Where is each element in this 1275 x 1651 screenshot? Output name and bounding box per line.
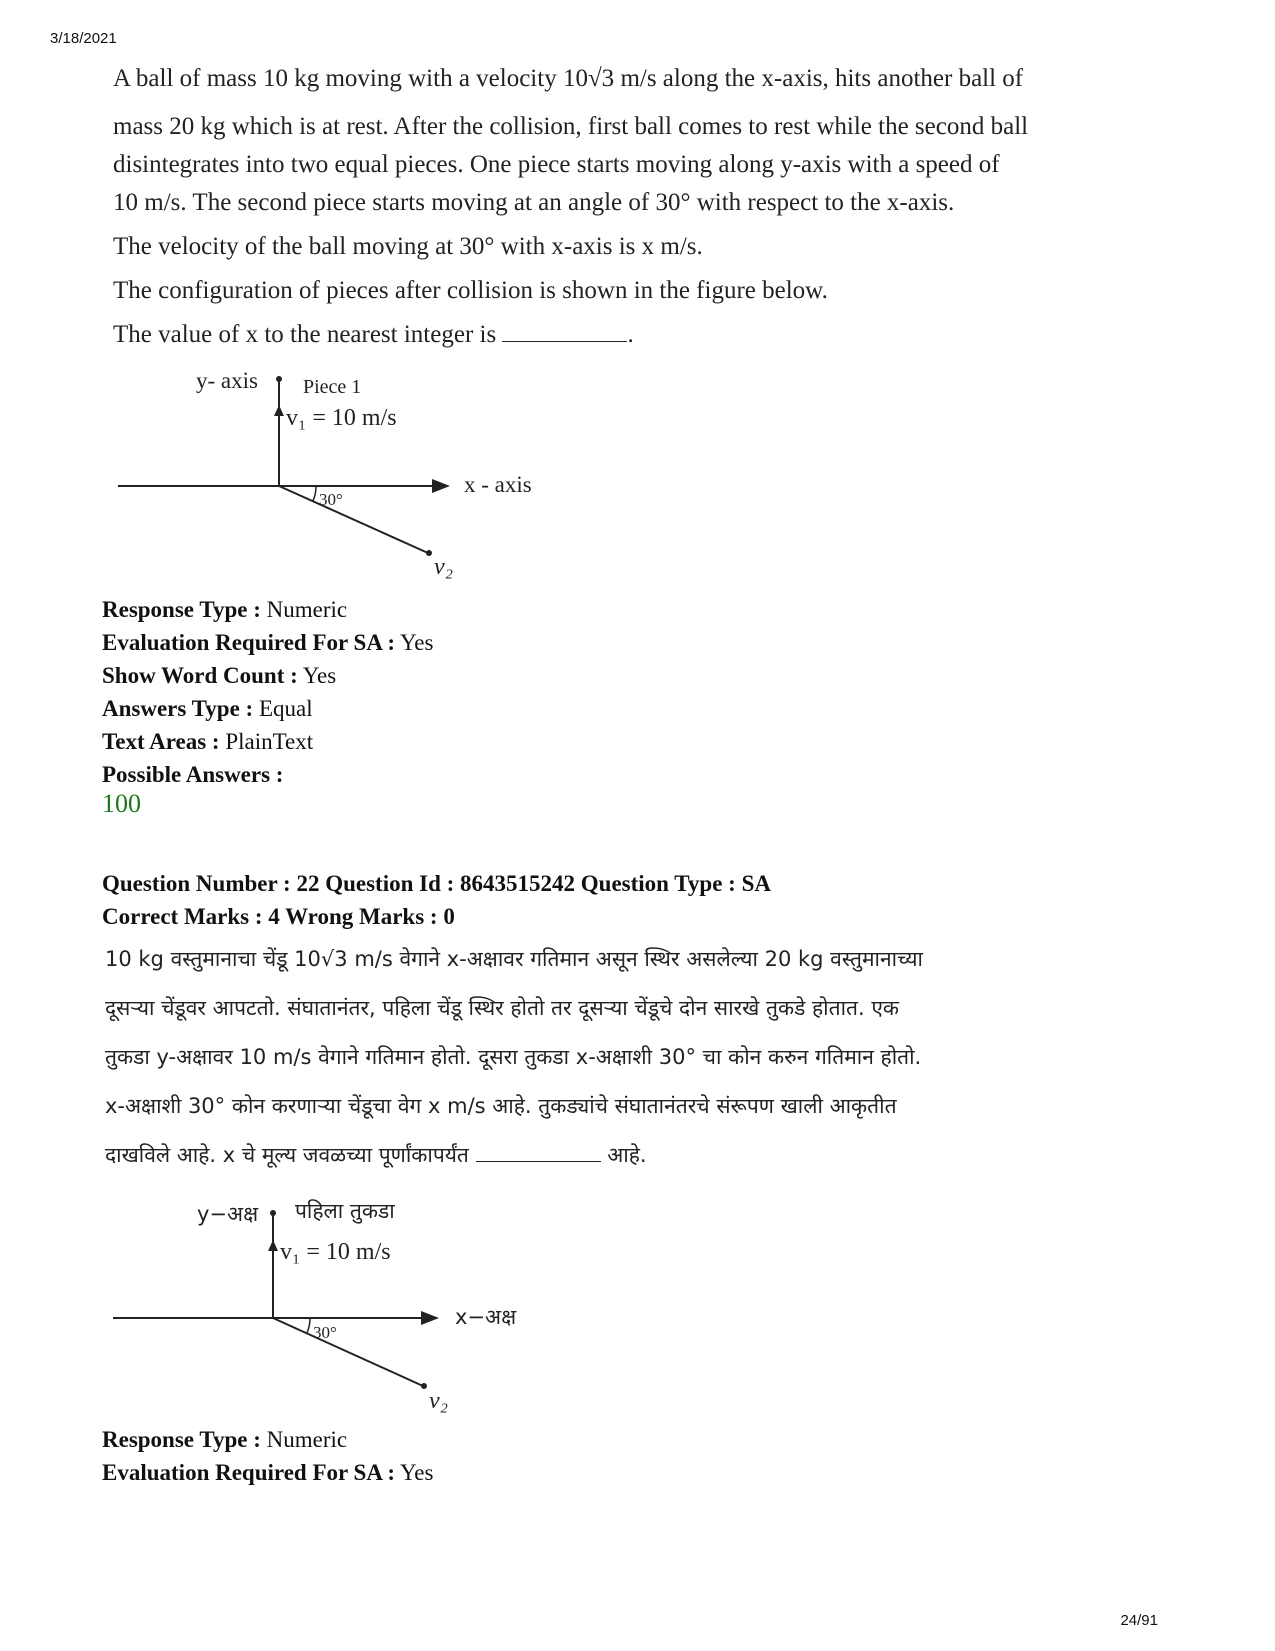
q22-line-2: दूसऱ्या चेंडूवर आपटतो. संघातानंतर, पहिला चेंडू स्थिर होतो तर दूसऱ्या चेंडूचे दोन सारखे तुकडे होतात. एक: [105, 996, 900, 1020]
response-type-row: Response Type : Numeric: [102, 1427, 348, 1452]
text-areas-row: Text Areas : PlainText: [102, 729, 314, 754]
q21-meta: [102, 593, 433, 791]
angle-arc: [313, 486, 316, 501]
x-axis-label: x−अक्ष: [455, 1305, 517, 1329]
q22-question-text: [105, 935, 1135, 1180]
piece-2-dot: [426, 550, 432, 556]
v2-label: v₂: [429, 1388, 448, 1414]
q22-velocity: 10√3: [294, 947, 348, 971]
y-axis-label: y- axis: [196, 368, 258, 393]
q21-velocity: 10√3: [562, 65, 615, 92]
q21-line-3: disintegrates into two equal pieces. One piece starts moving along y-axis with a speed of: [113, 151, 1000, 178]
q21-figure: [110, 360, 580, 590]
v2-label: v₂: [434, 554, 453, 580]
v1-label: v₁ = 10 m/s: [286, 405, 397, 431]
q22-question-info: Question Number : 22 Question Id : 8643515242 Question Type : SA: [102, 871, 771, 896]
q21-line-6: The configuration of pieces after collision is shown in the figure below.: [113, 277, 828, 304]
page-number: 24/91: [1120, 1612, 1158, 1629]
q22-line-1: 10 kg वस्तुमानाचा चेंडू 10√3 m/s वेगाने x-अक्षावर गतिमान असून स्थिर असलेल्या 20 kg वस्तुमानाच्या: [105, 947, 923, 971]
q21-line-4: 10 m/s. The second piece starts moving at an angle of 30° with respect to the x-axis.: [113, 189, 955, 216]
q21-line-5: The velocity of the ball moving at 30° with x-axis is x m/s.: [113, 233, 703, 260]
answer-blank: [502, 321, 627, 342]
v1-arrowhead: [268, 1240, 278, 1251]
possible-answer-value: 100: [102, 789, 141, 818]
angle-arc: [307, 1318, 310, 1333]
word-count-row: Show Word Count : Yes: [102, 663, 337, 688]
piece-1-dot: [270, 1210, 276, 1216]
q21-line-7: The value of x to the nearest integer is .: [113, 321, 634, 348]
v2-line: [279, 486, 428, 553]
q22-line-3: तुकडा y-अक्षावर 10 m/s वेगाने गतिमान होतो. दूसरा तुकडा x-अक्षाशी 30° चा कोन करुन गतिमान होतो.: [105, 1045, 922, 1069]
angle-label: 30°: [313, 1323, 337, 1342]
print-date: 3/18/2021: [50, 30, 117, 47]
q22-line-4: x-अक्षाशी 30° कोन करणाऱ्या चेंडूचा वेग x m/s आहे. तुकड्यांचे संघातानंतरचे संरूपण खाली आकृतीत: [105, 1094, 897, 1118]
q22-line-5: दाखविले आहे. x चे मूल्य जवळच्या पूर्णांकापर्यंत आहे.: [105, 1143, 647, 1167]
eval-required-row: Evaluation Required For SA : Yes: [102, 1460, 434, 1485]
answers-type-row: Answers Type : Equal: [102, 696, 313, 721]
piece-1-dot: [276, 376, 282, 382]
response-type-row: Response Type : Numeric: [102, 597, 348, 622]
v1-label: v₁ = 10 m/s: [280, 1239, 391, 1265]
piece-1-label: पहिला तुकडा: [295, 1199, 395, 1223]
q22-meta: [102, 1423, 433, 1489]
v2-line: [273, 1318, 423, 1386]
eval-required-row: Evaluation Required For SA : Yes: [102, 630, 434, 655]
piece-2-dot: [421, 1383, 427, 1389]
x-axis-arrowhead: [421, 1311, 439, 1325]
q21-line-2: mass 20 kg which is at rest. After the collision, first ball comes to rest while the second ball: [113, 113, 1029, 140]
q22-figure: [105, 1190, 575, 1420]
q21-question-text: [113, 60, 1193, 354]
v1-arrowhead: [274, 405, 284, 416]
q22-marks-info: Correct Marks : 4 Wrong Marks : 0: [102, 904, 455, 929]
piece-1-label: Piece 1: [303, 376, 362, 398]
q21-line-1: A ball of mass 10 kg moving with a velocity 10√3 m/s along the x-axis, hits another ball of: [113, 65, 1024, 92]
x-axis-arrowhead: [432, 479, 450, 493]
answer-blank: [476, 1141, 601, 1162]
x-axis-label: x - axis: [464, 472, 532, 497]
possible-answers-row: Possible Answers :: [102, 762, 284, 787]
angle-label: 30°: [319, 490, 343, 509]
y-axis-label: y−अक्ष: [197, 1202, 259, 1226]
q22-header: [102, 867, 771, 933]
